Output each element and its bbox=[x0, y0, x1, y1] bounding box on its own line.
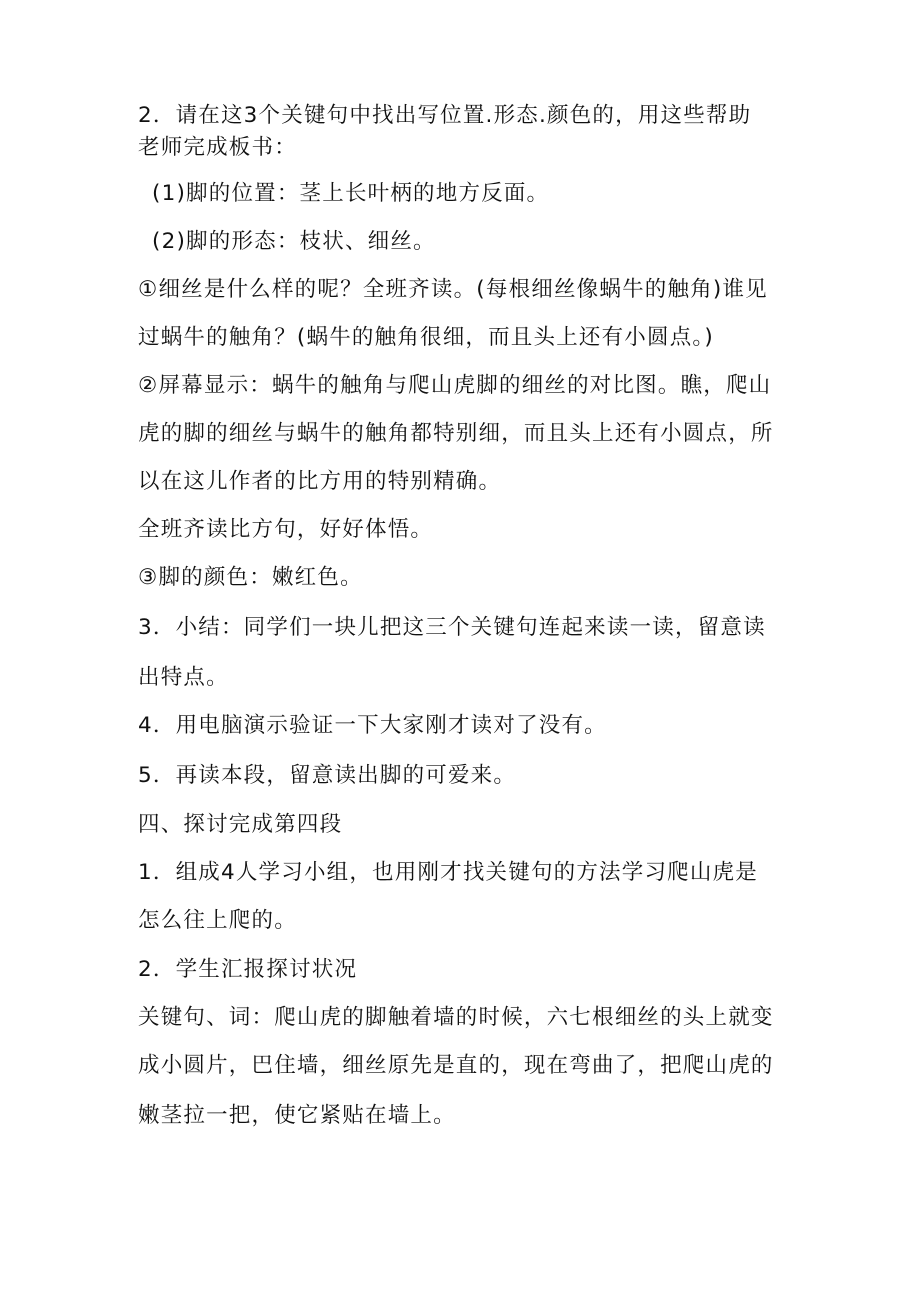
text-line: 老师完成板书： bbox=[138, 135, 297, 160]
text-line: ③脚的颜色：嫩红色。 bbox=[138, 565, 363, 590]
section-heading: 四、探讨完成第四段 bbox=[138, 812, 343, 837]
text-line: (2)脚的形态：枝状、细丝。 bbox=[152, 229, 436, 254]
text-line: 成小圆片，巴住墙，细丝原先是直的，现在弯曲了，把爬山虎的 bbox=[138, 1053, 774, 1078]
text-line: (1)脚的位置：茎上长叶柄的地方反面。 bbox=[152, 181, 550, 206]
text-line: 过蜗牛的触角？(蜗牛的触角很细，而且头上还有小圆点。) bbox=[138, 325, 714, 350]
text-line: 关键句、词：爬山虎的脚触着墙的时候，六七根细丝的头上就变 bbox=[138, 1005, 774, 1030]
text-line: 3．小结：同学们一块儿把这三个关键句连起来读一读，留意读 bbox=[138, 615, 766, 640]
text-line: 4．用电脑演示验证一下大家刚才读对了没有。 bbox=[138, 713, 607, 738]
text-line: ②屏幕显示：蜗牛的触角与爬山虎脚的细丝的对比图。瞧，爬山 bbox=[138, 373, 772, 398]
text-line: 虎的脚的细丝与蜗牛的触角都特别细，而且头上还有小圆点，所 bbox=[138, 421, 774, 446]
text-line: 怎么往上爬的。 bbox=[138, 908, 297, 933]
text-line: 嫩茎拉一把，使它紧贴在墙上。 bbox=[138, 1103, 456, 1128]
text-line: 出特点。 bbox=[138, 665, 229, 690]
text-line: 5．再读本段，留意读出脚的可爱来。 bbox=[138, 763, 517, 788]
text-line: 全班齐读比方句，好好体悟。 bbox=[138, 517, 434, 542]
text-line: 2．学生汇报探讨状况 bbox=[138, 957, 358, 982]
text-line: 2．请在这3个关键句中找出写位置.形态.颜色的，用这些帮助 bbox=[138, 103, 752, 128]
text-line: ①细丝是什么样的呢？全班齐读。(每根细丝像蜗牛的触角)谁见 bbox=[138, 277, 768, 302]
text-line: 以在这儿作者的比方用的特别精确。 bbox=[138, 469, 502, 494]
text-line: 1．组成4人学习小组，也用刚才找关键句的方法学习爬山虎是 bbox=[138, 860, 758, 885]
